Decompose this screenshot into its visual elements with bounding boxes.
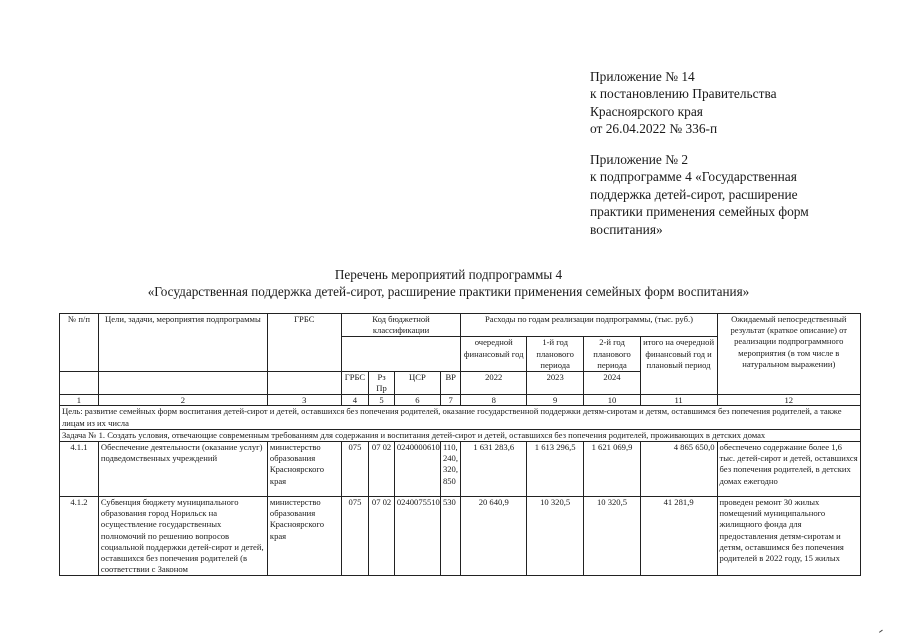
header-num: № п/п bbox=[60, 314, 99, 372]
column-number: 7 bbox=[440, 395, 461, 406]
row-name: Обеспечение деятельности (оказание услуг) подведомственных учреждений bbox=[98, 442, 267, 497]
table-row bbox=[60, 442, 861, 497]
annex-14-line: к постановлению Правительства bbox=[590, 86, 777, 102]
row-total: 41 281,9 bbox=[640, 497, 717, 576]
column-number: 2 bbox=[98, 395, 267, 406]
row-2022: 1 631 283,6 bbox=[461, 442, 527, 497]
title-line-2: «Государственная поддержка детей-сирот, расширение практики применения семейных форм воспитания» bbox=[147, 284, 750, 300]
header-goals-spacer bbox=[98, 372, 267, 395]
row-result: обеспечено содержание более 1,6 тыс. детей-сирот и детей, оставшихся без попечения родителей, в детских домах ежегодно bbox=[717, 442, 860, 497]
header-year-2024: 2024 bbox=[584, 372, 640, 395]
row-grbs: министерство образования Красноярского края bbox=[267, 497, 341, 576]
header-year-2023: 2023 bbox=[527, 372, 584, 395]
header-kbk-rzpr: Рз Пр bbox=[369, 372, 395, 395]
row-2024: 1 621 069,9 bbox=[584, 442, 640, 497]
header-kbk-vr: ВР bbox=[440, 372, 461, 395]
row-rzpr: 07 02 bbox=[369, 497, 395, 576]
row-total: 4 865 650,0 bbox=[640, 442, 717, 497]
annex-2-line: к подпрограмме 4 «Государственная bbox=[590, 169, 797, 185]
annex-2-line: практики применения семейных форм bbox=[590, 204, 809, 220]
column-number-row bbox=[60, 395, 861, 406]
row-vr: 530 bbox=[440, 497, 461, 576]
row-name: Субвенция бюджету муниципального образования город Норильск на осуществление государственных полномочий по решению вопросов социальной поддержки детей-сирот и детей, оставшихся без попечения родителей (в соответствии с Законом bbox=[98, 497, 267, 576]
row-number: 4.1.2 bbox=[60, 497, 99, 576]
row-number: 4.1.1 bbox=[60, 442, 99, 497]
column-number: 9 bbox=[527, 395, 584, 406]
row-kbk-grbs: 075 bbox=[341, 497, 369, 576]
annex-14-line: Красноярского края bbox=[590, 103, 703, 119]
column-number: 10 bbox=[584, 395, 640, 406]
column-number: 4 bbox=[341, 395, 369, 406]
header-total: итого на очередной финансовый год и плановый период bbox=[640, 337, 717, 395]
row-csr: 0240000610 bbox=[394, 442, 440, 497]
column-number: 1 bbox=[60, 395, 99, 406]
header-first-year: 1-й год планового периода bbox=[527, 337, 584, 372]
row-2023: 10 320,5 bbox=[527, 497, 584, 576]
header-kbk-csr: ЦСР bbox=[394, 372, 440, 395]
header-num-spacer bbox=[60, 372, 99, 395]
header-result: Ожидаемый непосредственный результат (краткое описание) от реализации подпрограммного мероприятия (в том числе в натуральном выражении) bbox=[717, 314, 860, 395]
title-line-1: Перечень мероприятий подпрограммы 4 bbox=[334, 267, 563, 282]
annex-14-line: Приложение № 14 bbox=[590, 69, 695, 84]
column-number: 12 bbox=[717, 395, 860, 406]
column-number: 5 bbox=[369, 395, 395, 406]
annex-2-line: поддержка детей-сирот, расширение bbox=[590, 186, 798, 202]
scan-mark bbox=[877, 627, 883, 633]
header-current-year: очередной финансовый год bbox=[461, 337, 527, 372]
row-vr: 110, 240, 320, 850 bbox=[440, 442, 461, 497]
table-row bbox=[60, 497, 861, 576]
row-result: проведен ремонт 30 жилых помещений муниципального жилищного фонда для предоставления детям-сиротам и детям, оставшимся без попечения родителей в 2022 году, 15 жилых bbox=[717, 497, 860, 576]
goal-row bbox=[60, 406, 861, 429]
column-number: 8 bbox=[461, 395, 527, 406]
annex-2-line: Приложение № 2 bbox=[590, 152, 689, 167]
header-grbs: ГРБС bbox=[267, 314, 341, 372]
annex-2-heading bbox=[590, 151, 880, 238]
measures-table bbox=[59, 313, 861, 576]
row-grbs: министерство образования Красноярского края bbox=[267, 442, 341, 497]
header-kbk: Код бюджетной классификации bbox=[341, 314, 461, 337]
header-goals: Цели, задачи, мероприятия подпрограммы bbox=[98, 314, 267, 372]
annex-14-heading bbox=[590, 68, 880, 138]
annex-14-line: от 26.04.2022 № 336-п bbox=[590, 121, 718, 137]
task-row bbox=[60, 429, 861, 441]
column-number: 6 bbox=[394, 395, 440, 406]
row-2023: 1 613 296,5 bbox=[527, 442, 584, 497]
column-number: 3 bbox=[267, 395, 341, 406]
document-title bbox=[0, 266, 897, 301]
row-kbk-grbs: 075 bbox=[341, 442, 369, 497]
header-costs: Расходы по годам реализации подпрограммы, (тыс. руб.) bbox=[461, 314, 717, 337]
header-kbk-spacer bbox=[341, 337, 461, 372]
row-rzpr: 07 02 bbox=[369, 442, 395, 497]
header-grbs-spacer bbox=[267, 372, 341, 395]
goal-text: Цель: развитие семейных форм воспитания детей-сирот и детей, оставшихся без попечения родителей, оказание государственной поддержки детям-сиротам и детям, оставшимся без попечения родителей, а также лицам из их числа bbox=[60, 406, 861, 429]
row-2022: 20 640,9 bbox=[461, 497, 527, 576]
task-text: Задача № 1. Создать условия, отвечающие современным требованиям для содержания и воспитания детей-сирот и детей, оставшихся без попечения родителей, проживающих в детских домах bbox=[60, 429, 861, 441]
row-csr: 0240075510 bbox=[394, 497, 440, 576]
annex-2-line: воспитания» bbox=[590, 221, 663, 237]
header-year-2022: 2022 bbox=[461, 372, 527, 395]
column-number: 11 bbox=[640, 395, 717, 406]
header-second-year: 2-й год планового периода bbox=[584, 337, 640, 372]
row-2024: 10 320,5 bbox=[584, 497, 640, 576]
header-kbk-grbs: ГРБС bbox=[341, 372, 369, 395]
